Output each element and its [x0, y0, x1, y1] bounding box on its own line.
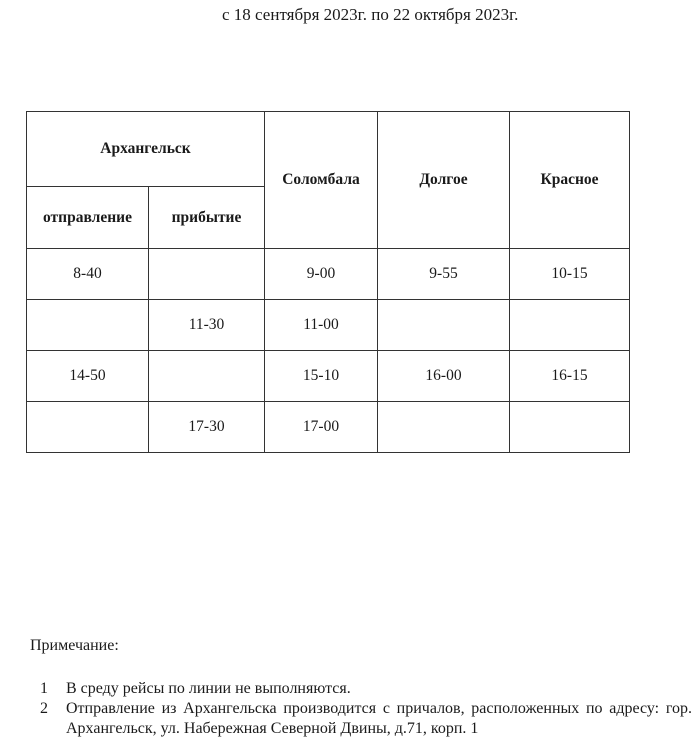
- table-header-row: [27, 112, 630, 187]
- table-cell: [378, 300, 510, 351]
- header-stop-krasnoe: Красное: [510, 112, 630, 249]
- table-cell: [149, 249, 265, 300]
- table-cell: 10-15: [510, 249, 630, 300]
- notes-list: [40, 679, 692, 739]
- table-cell: 8-40: [27, 249, 149, 300]
- table-cell: [27, 300, 149, 351]
- note-number: 2: [40, 700, 48, 717]
- header-arrival: прибытие: [149, 187, 265, 249]
- table-cell: 17-30: [149, 402, 265, 453]
- table-cell: 9-00: [265, 249, 378, 300]
- table-cell: 9-55: [378, 249, 510, 300]
- table-cell: 11-30: [149, 300, 265, 351]
- note-text: Отправление из Архангельска производится с причалов, расположенных по адресу: гор. Архангельск, ул. Набережная Северной Двины, д.71, корп. 1: [66, 700, 692, 737]
- table-cell: [378, 402, 510, 453]
- table-cell: [510, 300, 630, 351]
- table-cell: 17-00: [265, 402, 378, 453]
- note-number: 1: [40, 680, 48, 697]
- schedule-period: с 18 сентября 2023г. по 22 октября 2023г.: [222, 5, 519, 24]
- list-item: [40, 699, 692, 739]
- table-row: [27, 402, 630, 453]
- header-stop-solombala: Соломбала: [265, 112, 378, 249]
- table-cell: 11-00: [265, 300, 378, 351]
- table-row: [27, 249, 630, 300]
- table-cell: [149, 351, 265, 402]
- table-row: [27, 300, 630, 351]
- notes-title: Примечание:: [30, 637, 119, 654]
- table-row: [27, 351, 630, 402]
- header-departure: отправление: [27, 187, 149, 249]
- note-text: В среду рейсы по линии не выполняются.: [66, 680, 351, 697]
- header-arkhangelsk: Архангельск: [27, 112, 265, 187]
- list-item: [40, 679, 692, 699]
- table-cell: 16-15: [510, 351, 630, 402]
- header-stop-dolgoe: Долгое: [378, 112, 510, 249]
- table-cell: 15-10: [265, 351, 378, 402]
- table-cell: [510, 402, 630, 453]
- table-cell: 16-00: [378, 351, 510, 402]
- schedule-table: [26, 111, 630, 453]
- table-cell: 14-50: [27, 351, 149, 402]
- table-cell: [27, 402, 149, 453]
